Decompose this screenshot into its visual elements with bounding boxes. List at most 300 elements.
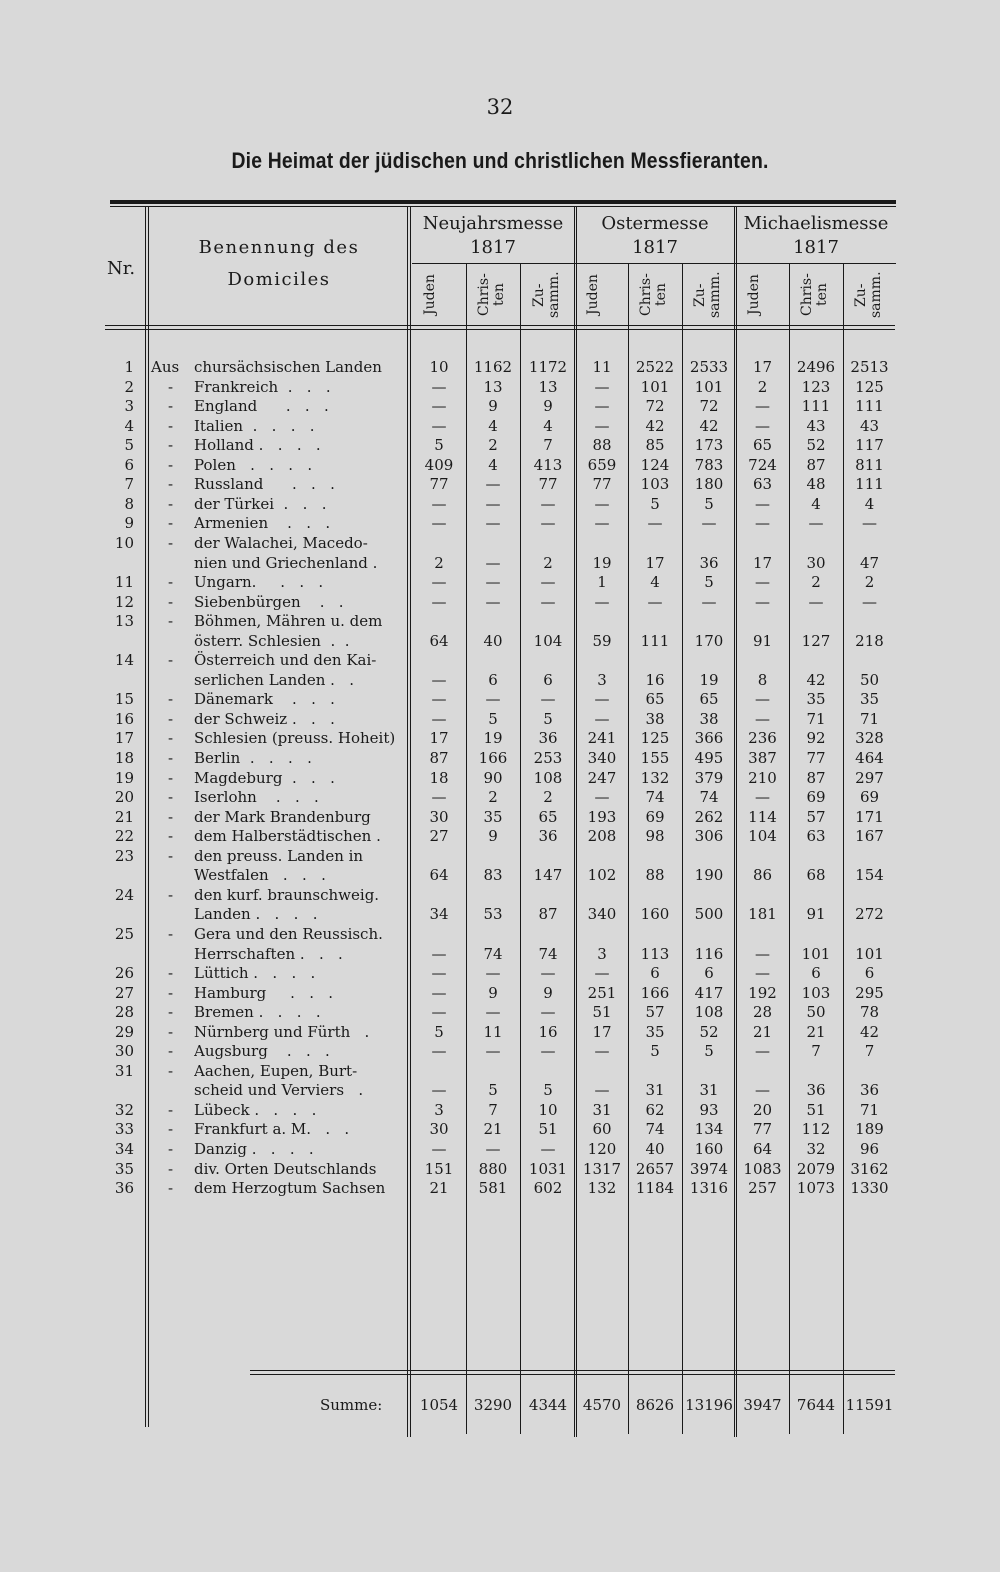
subheader-zusamm: Zu-samm. [531, 271, 562, 319]
table-cell: 96 [859, 1140, 880, 1158]
table-cell: — [485, 573, 501, 592]
row-number: 15 [114, 690, 134, 709]
table-cell: — [755, 592, 770, 611]
table-cell: 21 [483, 1120, 503, 1139]
table-cell: 340 [587, 749, 617, 767]
table-cell: 91 [806, 905, 826, 924]
summe-cell: 3290 [473, 1396, 513, 1414]
row-prefix: - [168, 455, 174, 474]
table-cell: 52 [806, 436, 826, 455]
row-number: 21 [114, 807, 134, 826]
row-number: 16 [114, 709, 134, 728]
table-cell: 17 [592, 1022, 612, 1041]
table-cell: 783 [694, 455, 724, 474]
table-cell: 9 [488, 397, 498, 416]
table-cell: 295 [855, 983, 884, 1002]
row-domicile: den preuss. Landen in [194, 846, 364, 865]
table-cell: 83 [483, 866, 503, 885]
table-cell: 62 [645, 1100, 665, 1119]
row-number: 25 [114, 924, 134, 943]
table-cell: 92 [806, 729, 826, 748]
table-cell: 16 [645, 670, 665, 689]
table-cell: 116 [694, 944, 724, 963]
summe-label: Summe: [320, 1396, 383, 1414]
table-cell: 19 [592, 553, 612, 572]
fair-michaelis-name: Michaelismesse [743, 213, 889, 234]
table-cell: 6 [864, 964, 875, 983]
table-cell: 17 [752, 553, 773, 572]
table-cell: 34 [429, 905, 449, 924]
table-cell: 1316 [689, 1179, 729, 1198]
table-cell: 64 [429, 631, 449, 650]
table-cell: 1162 [473, 358, 513, 376]
table-cell: 57 [806, 807, 826, 826]
row-number: 11 [114, 573, 134, 592]
table-cell: 4 [650, 573, 660, 592]
table-cell: 2079 [796, 1159, 836, 1178]
subheader-christen: Chris-ten [799, 273, 830, 317]
table-cell: — [594, 377, 610, 396]
table-cell: 111 [801, 397, 831, 416]
table-cell: 117 [855, 436, 884, 455]
row-prefix: - [168, 690, 174, 709]
row-prefix: - [168, 514, 174, 533]
table-cell: 262 [694, 807, 724, 826]
table-cell: — [808, 592, 824, 611]
table-cell: — [862, 514, 877, 533]
table-cell: — [701, 592, 717, 611]
summe-cell: 3947 [743, 1396, 782, 1414]
table-cell: 93 [699, 1100, 719, 1119]
row-domicile: Russland . . . [194, 475, 335, 494]
table-cell: 52 [699, 1022, 719, 1041]
row-prefix: - [168, 1120, 174, 1139]
table-cell: — [431, 1003, 447, 1022]
table-cell: 74 [645, 788, 665, 807]
row-number: 7 [124, 475, 134, 494]
row-number: 26 [114, 964, 134, 983]
table-cell: 78 [859, 1003, 880, 1022]
table-cell: 69 [806, 788, 826, 807]
table-cell: 90 [483, 768, 503, 787]
table-cell: 19 [699, 670, 719, 689]
table-cell: 77 [538, 475, 558, 494]
table-cell: 4 [864, 494, 875, 513]
row-domicile: Frankreich . . . [194, 377, 331, 396]
table-cell: 87 [806, 455, 826, 474]
table-cell: — [755, 1042, 770, 1061]
rule-header-bottom-1 [105, 325, 895, 326]
table-cell: — [540, 1042, 556, 1061]
rule-summe-2 [250, 1374, 895, 1375]
table-cell: — [594, 690, 610, 709]
row-prefix: - [168, 768, 174, 787]
table-cell: 10 [538, 1100, 558, 1119]
table-cell: 30 [429, 1120, 449, 1139]
table-cell: 114 [748, 807, 777, 826]
table-cell: 111 [855, 397, 884, 416]
table-cell: 108 [694, 1003, 724, 1022]
table-cell: 9 [543, 397, 553, 416]
row-number: 10 [114, 533, 134, 552]
table-cell: 65 [538, 807, 558, 826]
table-cell: — [485, 592, 501, 611]
table-cell: — [755, 494, 770, 513]
table-cell: 297 [855, 768, 884, 787]
row-prefix: - [168, 612, 174, 631]
fair-neujahr-year: 1817 [470, 237, 516, 258]
table-cell: 59 [592, 631, 612, 650]
table-cell: 88 [592, 436, 612, 455]
table-cell: 5 [434, 436, 444, 455]
table-cell: 101 [855, 944, 884, 963]
table-cell: 74 [538, 944, 558, 963]
row-number: 23 [114, 846, 134, 865]
row-domicile: der Türkei . . . [194, 494, 327, 513]
table-cell: 306 [694, 827, 724, 846]
table-cell: 36 [699, 553, 719, 572]
table-cell: 113 [640, 944, 670, 963]
table-cell: 28 [752, 1003, 773, 1022]
table-cell: 30 [429, 807, 449, 826]
table-cell: 48 [806, 475, 826, 494]
table-cell: 387 [748, 749, 777, 767]
row-number: 2 [124, 377, 134, 396]
table-cell: — [431, 1140, 447, 1158]
table-cell: 7 [488, 1100, 498, 1119]
table-cell: 124 [640, 455, 670, 474]
table-cell: — [431, 416, 447, 435]
table-cell: 251 [587, 983, 617, 1002]
table-cell: 173 [694, 436, 724, 455]
table-cell: 27 [429, 827, 449, 846]
row-number: 18 [114, 749, 134, 767]
table-cell: — [431, 690, 447, 709]
table-cell: 181 [748, 905, 777, 924]
table-cell: 379 [694, 768, 724, 787]
table-cell: 7 [811, 1042, 821, 1061]
table-cell: 30 [806, 553, 826, 572]
table-cell: — [485, 1140, 501, 1158]
row-number: 31 [114, 1061, 134, 1080]
table-cell: 86 [752, 866, 773, 885]
table-cell: 4 [811, 494, 821, 513]
table-cell: 102 [587, 866, 617, 885]
table-cell: — [431, 670, 447, 689]
row-prefix: - [168, 807, 174, 826]
row-prefix: - [168, 1159, 174, 1178]
table-cell: 125 [855, 377, 884, 396]
table-cell: 31 [645, 1081, 665, 1100]
row-domicile: Aachen, Eupen, Burt- [194, 1061, 358, 1080]
table-cell: 210 [748, 768, 777, 787]
table-cell: 77 [592, 475, 612, 494]
table-cell: 40 [645, 1140, 665, 1158]
table-cell: 5 [543, 709, 553, 728]
table-cell: 101 [640, 377, 670, 396]
row-domicile: serlichen Landen . . [194, 670, 355, 689]
table-cell: 3 [597, 670, 607, 689]
table-cell: 4 [488, 455, 498, 474]
table-cell: 1172 [528, 358, 568, 376]
table-cell: 9 [488, 827, 498, 846]
table-cell: 77 [752, 1120, 773, 1139]
table-cell: 132 [587, 1179, 617, 1198]
row-domicile: England . . . [194, 397, 329, 416]
table-cell: 51 [806, 1100, 826, 1119]
table-cell: 409 [424, 455, 454, 474]
row-number: 24 [114, 885, 134, 904]
row-number: 6 [124, 455, 134, 474]
table-cell: — [431, 1042, 447, 1061]
row-prefix: - [168, 788, 174, 807]
table-cell: 171 [855, 807, 884, 826]
table-cell: 74 [699, 788, 719, 807]
row-domicile: der Walachei, Macedo- [194, 533, 368, 552]
rule-name-0 [407, 207, 408, 1437]
table-cell: 241 [587, 729, 617, 748]
table-cell: — [431, 944, 447, 963]
table-cell: 71 [806, 709, 826, 728]
table-cell: 103 [801, 983, 831, 1002]
table-cell: — [485, 1003, 501, 1022]
table-cell: — [540, 494, 556, 513]
table-cell: — [431, 592, 447, 611]
fair-oster-year: 1817 [632, 237, 678, 258]
table-cell: 74 [645, 1120, 665, 1139]
rule-top-thick [110, 200, 896, 204]
table-cell: 500 [694, 905, 724, 924]
row-prefix: - [168, 1022, 174, 1041]
table-cell: 193 [587, 807, 617, 826]
row-number: 27 [114, 983, 134, 1002]
table-cell: — [431, 983, 447, 1002]
table-cell: 190 [694, 866, 724, 885]
table-cell: 71 [859, 709, 880, 728]
table-cell: — [540, 690, 556, 709]
table-cell: 132 [640, 768, 670, 787]
summe-cell: 8626 [635, 1396, 675, 1414]
table-cell: 104 [533, 631, 563, 650]
table-cell: — [431, 1081, 447, 1100]
table-cell: 36 [806, 1081, 826, 1100]
table-cell: 2 [488, 436, 498, 455]
row-prefix: - [168, 846, 174, 865]
table-cell: 65 [752, 436, 773, 455]
table-cell: 2513 [850, 358, 889, 376]
table-cell: 20 [752, 1100, 773, 1119]
table-cell: — [431, 377, 447, 396]
row-number: 20 [114, 788, 134, 807]
table-cell: 6 [488, 670, 498, 689]
fair-neujahr-name: Neujahrsmesse [422, 213, 564, 234]
table-cell: 5 [434, 1022, 444, 1041]
table-cell: 3974 [689, 1159, 729, 1178]
table-cell: 53 [483, 905, 503, 924]
table-cell: 2 [543, 553, 553, 572]
table-cell: — [431, 709, 447, 728]
table-cell: 7 [543, 436, 553, 455]
row-number: 34 [114, 1140, 134, 1158]
table-cell: — [540, 964, 556, 983]
rule-name-1 [410, 207, 411, 1437]
table-cell: 272 [855, 905, 884, 924]
rule-header-bottom-2 [105, 329, 895, 330]
table-cell: 98 [645, 827, 665, 846]
table-cell: 17 [645, 553, 665, 572]
table-cell: 21 [429, 1179, 449, 1198]
table-cell: 160 [694, 1140, 724, 1158]
row-domicile: der Mark Brandenburg [194, 807, 371, 826]
rule-subheader [412, 263, 896, 264]
row-prefix: - [168, 749, 174, 767]
row-number: 22 [114, 827, 134, 846]
row-number: 33 [114, 1120, 134, 1139]
row-domicile: Herrschaften . . . [194, 944, 343, 963]
table-cell: 127 [801, 631, 831, 650]
table-cell: 247 [587, 768, 617, 787]
row-number: 32 [114, 1100, 134, 1119]
table-cell: 5 [650, 494, 660, 513]
table-cell: 36 [538, 729, 558, 748]
summe-cell: 4344 [528, 1396, 568, 1414]
table-cell: 6 [811, 964, 821, 983]
row-domicile: dem Halberstädtischen . [194, 827, 381, 846]
table-cell: 77 [806, 749, 826, 767]
table-cell: 42 [645, 416, 665, 435]
table-cell: 38 [699, 709, 719, 728]
table-cell: 10 [429, 358, 449, 376]
table-cell: 5 [488, 1081, 498, 1100]
row-number: 28 [114, 1003, 134, 1022]
table-cell: 64 [429, 866, 449, 885]
row-number: 36 [114, 1179, 134, 1198]
table-cell: 236 [748, 729, 777, 748]
table-cell: — [755, 1081, 770, 1100]
table-cell: — [594, 1042, 610, 1061]
table-cell: — [431, 573, 447, 592]
summe-cell: 7644 [796, 1396, 836, 1414]
row-number: 5 [124, 436, 134, 455]
table-cell: 11 [592, 358, 612, 376]
row-domicile: Magdeburg . . . [194, 768, 335, 787]
table-cell: — [431, 397, 447, 416]
subheader-juden: Juden [585, 274, 601, 316]
table-cell: 6 [650, 964, 660, 983]
table-cell: — [594, 709, 610, 728]
table-cell: 65 [699, 690, 719, 709]
subheader-christen: Chris-ten [638, 273, 669, 317]
table-cell: 101 [694, 377, 724, 396]
row-number: 30 [114, 1042, 134, 1061]
table-cell: — [755, 397, 770, 416]
table-cell: 36 [538, 827, 558, 846]
table-cell: 111 [640, 631, 670, 650]
table-cell: 3 [434, 1100, 444, 1119]
header-nr: Nr. [106, 258, 136, 279]
table-cell: — [594, 788, 610, 807]
subheader-juden: Juden [745, 274, 762, 316]
row-number: 17 [114, 729, 134, 748]
summe-cell: 13196 [685, 1396, 733, 1414]
table-cell: 155 [640, 749, 670, 767]
table-cell: 3 [597, 944, 607, 963]
table-cell: 2 [757, 377, 768, 396]
table-cell: 6 [543, 670, 553, 689]
table-cell: 1083 [743, 1159, 782, 1178]
header-name-line1: Benennung des [198, 237, 360, 258]
table-cell: — [540, 1140, 556, 1158]
table-cell: 51 [592, 1003, 612, 1022]
table-cell: 35 [483, 807, 503, 826]
table-cell: 1 [597, 573, 607, 592]
table-cell: 413 [533, 455, 563, 474]
table-cell: 4 [543, 416, 553, 435]
row-domicile: Westfalen . . . [194, 866, 326, 885]
row-domicile: Augsburg . . . [194, 1042, 330, 1061]
row-domicile: Siebenbürgen . . [194, 592, 344, 611]
table-cell: 69 [645, 807, 665, 826]
row-domicile: Schlesien (preuss. Hoheit) [194, 729, 396, 748]
row-prefix: - [168, 729, 174, 748]
table-cell: 2 [864, 573, 875, 592]
row-domicile: Ungarn. . . . [194, 573, 324, 592]
table-cell: — [755, 416, 770, 435]
table-cell: 31 [699, 1081, 719, 1100]
row-prefix: - [168, 885, 174, 904]
table-cell: 9 [543, 983, 553, 1002]
table-cell: 464 [855, 749, 884, 767]
table-cell: 253 [533, 749, 563, 767]
summe-cell: 11591 [845, 1396, 894, 1414]
table-cell: — [755, 964, 770, 983]
table-cell: 120 [587, 1140, 617, 1158]
table-cell: 5 [704, 1042, 714, 1061]
table-cell: 43 [859, 416, 880, 435]
row-domicile: Holland . . . . [194, 436, 321, 455]
table-cell: 87 [429, 749, 449, 767]
table-cell: 2 [543, 788, 553, 807]
table-cell: 11 [483, 1022, 503, 1041]
rule-nr-1 [148, 207, 149, 1427]
table-cell: — [540, 514, 556, 533]
table-cell: 189 [855, 1120, 884, 1139]
table-cell: 151 [424, 1159, 454, 1178]
table-cell: — [540, 573, 556, 592]
page-number: 32 [486, 95, 514, 119]
table-cell: 91 [752, 631, 773, 650]
table-cell: 88 [645, 866, 665, 885]
table-cell: 104 [748, 827, 777, 846]
row-number: 13 [114, 612, 134, 631]
table-cell: 1317 [582, 1159, 622, 1178]
table-cell: 13 [483, 377, 503, 396]
table-cell: — [594, 592, 610, 611]
row-domicile: scheid und Verviers . [194, 1081, 364, 1100]
row-prefix: - [168, 709, 174, 728]
table-cell: 811 [855, 455, 884, 474]
row-domicile: der Schweiz . . . [194, 709, 335, 728]
table-cell: 495 [694, 749, 724, 767]
table-cell: 328 [855, 729, 884, 748]
table-cell: 208 [587, 827, 617, 846]
subheader-juden: Juden [422, 274, 438, 316]
table-cell: 40 [483, 631, 503, 650]
table-cell: 64 [752, 1140, 773, 1158]
row-domicile: Böhmen, Mähren u. dem [194, 612, 383, 631]
table-cell: — [431, 514, 447, 533]
table-cell: — [485, 475, 501, 494]
